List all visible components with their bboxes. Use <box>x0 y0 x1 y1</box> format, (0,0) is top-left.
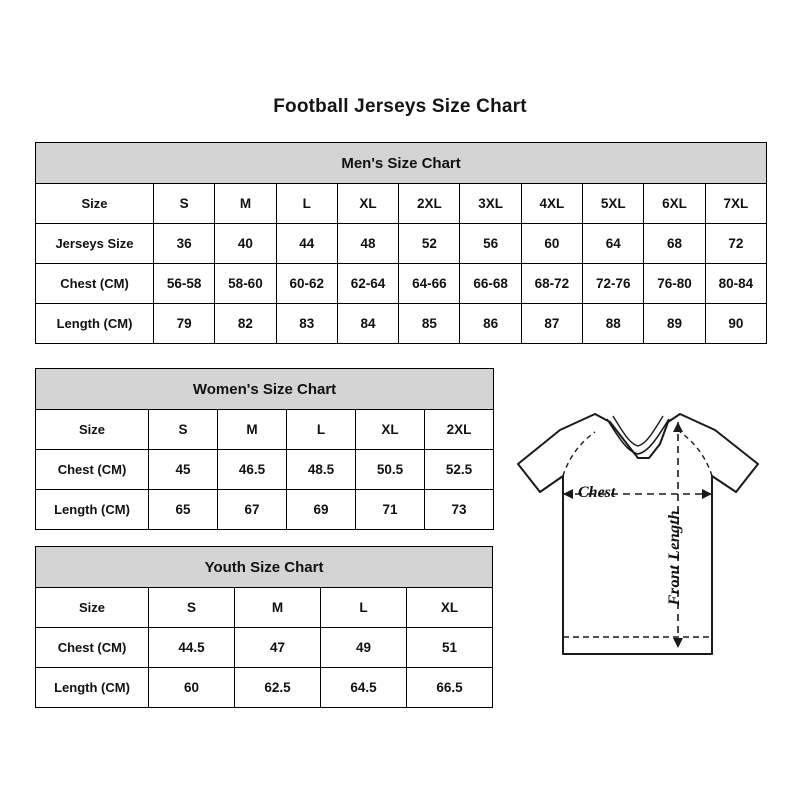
table-cell: 83 <box>276 304 337 344</box>
table-cell: 88 <box>583 304 644 344</box>
table-cell: 71 <box>356 490 425 530</box>
table-cell: 68 <box>644 224 705 264</box>
front-length-measure-label: Front Length <box>666 510 683 606</box>
table-cell: 85 <box>399 304 460 344</box>
table-cell: 4XL <box>521 184 582 224</box>
table-cell: 84 <box>337 304 398 344</box>
table-cell: 76-80 <box>644 264 705 304</box>
table-cell: 44 <box>276 224 337 264</box>
row-label: Size <box>36 410 149 450</box>
table-cell: 69 <box>287 490 356 530</box>
tshirt-outline-icon <box>500 392 780 692</box>
table-cell: 60-62 <box>276 264 337 304</box>
table-cell: 89 <box>644 304 705 344</box>
page-title: Football Jerseys Size Chart <box>273 96 527 117</box>
table-cell: 2XL <box>399 184 460 224</box>
table-cell: XL <box>356 410 425 450</box>
table-row <box>36 628 493 668</box>
table-cell: 64-66 <box>399 264 460 304</box>
table-header-row <box>36 143 767 184</box>
table-cell: XL <box>407 588 493 628</box>
table-row <box>36 490 494 530</box>
table-row <box>36 224 767 264</box>
table-cell: 51 <box>407 628 493 668</box>
table-cell: S <box>149 588 235 628</box>
table-row <box>36 304 767 344</box>
table-cell: 2XL <box>425 410 494 450</box>
row-label: Size <box>36 588 149 628</box>
table-cell: 68-72 <box>521 264 582 304</box>
table-cell: 66.5 <box>407 668 493 708</box>
table-cell: S <box>154 184 215 224</box>
table-header-row <box>36 547 493 588</box>
table-cell: M <box>218 410 287 450</box>
table-cell: 46.5 <box>218 450 287 490</box>
row-label: Chest (CM) <box>36 450 149 490</box>
table-cell: 90 <box>705 304 766 344</box>
table-cell: 60 <box>521 224 582 264</box>
table-row <box>36 668 493 708</box>
table-cell: 58-60 <box>215 264 276 304</box>
table-cell: 66-68 <box>460 264 521 304</box>
table-row <box>36 588 493 628</box>
table-cell: 7XL <box>705 184 766 224</box>
table-cell: 47 <box>235 628 321 668</box>
table-cell: 64 <box>583 224 644 264</box>
table-cell: 87 <box>521 304 582 344</box>
mens-size-table <box>35 142 767 344</box>
youth-table-header: Youth Size Chart <box>36 547 493 588</box>
table-cell: 48.5 <box>287 450 356 490</box>
table-cell: 86 <box>460 304 521 344</box>
row-label: Chest (CM) <box>36 264 154 304</box>
table-cell: M <box>215 184 276 224</box>
table-cell: 45 <box>149 450 218 490</box>
table-row <box>36 450 494 490</box>
table-cell: 56 <box>460 224 521 264</box>
jersey-measurement-diagram <box>500 392 780 692</box>
row-label: Jerseys Size <box>36 224 154 264</box>
table-cell: 73 <box>425 490 494 530</box>
row-label: Size <box>36 184 154 224</box>
table-cell: XL <box>337 184 398 224</box>
row-label: Length (CM) <box>36 304 154 344</box>
womens-size-table <box>35 368 494 530</box>
table-cell: 82 <box>215 304 276 344</box>
table-cell: 60 <box>149 668 235 708</box>
table-cell: 80-84 <box>705 264 766 304</box>
table-row <box>36 410 494 450</box>
table-cell: 72 <box>705 224 766 264</box>
table-cell: L <box>276 184 337 224</box>
table-cell: 48 <box>337 224 398 264</box>
chest-measure-label: Chest <box>578 484 616 501</box>
table-cell: 44.5 <box>149 628 235 668</box>
table-cell: 67 <box>218 490 287 530</box>
womens-size-table-container <box>35 368 493 530</box>
table-cell: 52.5 <box>425 450 494 490</box>
table-cell: 5XL <box>583 184 644 224</box>
row-label: Chest (CM) <box>36 628 149 668</box>
table-cell: 62.5 <box>235 668 321 708</box>
table-cell: 56-58 <box>154 264 215 304</box>
table-cell: 62-64 <box>337 264 398 304</box>
table-row <box>36 264 767 304</box>
table-cell: 36 <box>154 224 215 264</box>
table-row <box>36 184 767 224</box>
youth-size-table <box>35 546 493 708</box>
table-cell: S <box>149 410 218 450</box>
womens-table-header: Women's Size Chart <box>36 369 494 410</box>
table-cell: 79 <box>154 304 215 344</box>
table-header-row <box>36 369 494 410</box>
row-label: Length (CM) <box>36 668 149 708</box>
table-cell: L <box>287 410 356 450</box>
table-cell: 3XL <box>460 184 521 224</box>
youth-size-table-container <box>35 546 493 708</box>
table-cell: 6XL <box>644 184 705 224</box>
table-cell: L <box>321 588 407 628</box>
table-cell: 40 <box>215 224 276 264</box>
table-cell: 52 <box>399 224 460 264</box>
table-cell: 49 <box>321 628 407 668</box>
mens-size-table-container <box>35 142 765 344</box>
row-label: Length (CM) <box>36 490 149 530</box>
table-cell: 50.5 <box>356 450 425 490</box>
mens-table-header: Men's Size Chart <box>36 143 767 184</box>
table-cell: 64.5 <box>321 668 407 708</box>
table-cell: 65 <box>149 490 218 530</box>
table-cell: 72-76 <box>583 264 644 304</box>
table-cell: M <box>235 588 321 628</box>
